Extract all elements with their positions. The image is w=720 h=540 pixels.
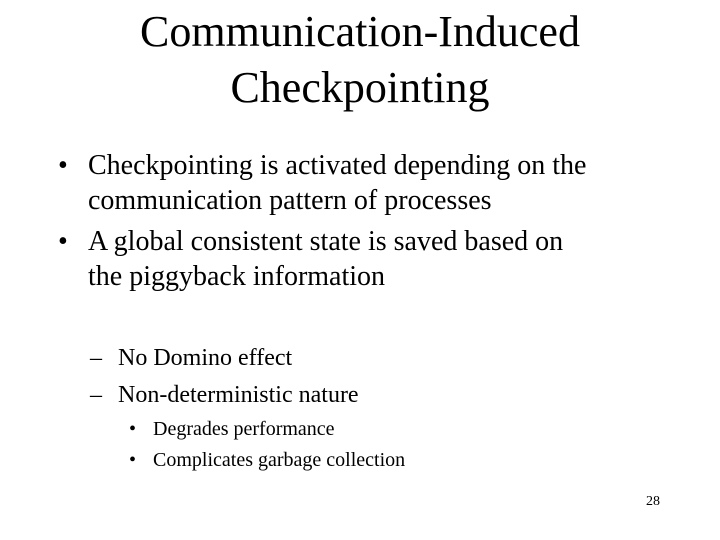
bullet-marker: • (58, 226, 68, 257)
sub-bullet-2 (90, 377, 359, 413)
bullet-text: the piggyback information (88, 261, 386, 292)
bullet-marker: • (129, 449, 137, 471)
bullet-1 (58, 148, 587, 218)
title-line-1: Communication-Induced (140, 7, 580, 56)
bullet-marker: • (129, 418, 137, 440)
sub-sub-bullet-text: Degrades performance (153, 418, 335, 440)
sub-bullet-text: Non-deterministic nature (118, 382, 359, 408)
sub-bullet-text: No Domino effect (118, 345, 293, 371)
sub-sub-bullet-text: Complicates garbage collection (153, 449, 406, 471)
bullet-text: Checkpointing is activated depending on the (88, 150, 587, 181)
bullet-marker: • (58, 150, 68, 181)
dash-marker: – (90, 345, 102, 371)
sub-bullet-1 (90, 340, 293, 376)
sub-sub-bullet-2 (129, 445, 406, 476)
page-number: 28 (646, 494, 660, 509)
bullet-2 (58, 224, 564, 294)
bullet-text: communication pattern of processes (88, 185, 492, 216)
bullet-text: A global consistent state is saved based on (88, 226, 564, 257)
sub-sub-bullet-1 (129, 414, 335, 445)
title-line-2: Checkpointing (230, 63, 490, 112)
dash-marker: – (90, 382, 102, 408)
